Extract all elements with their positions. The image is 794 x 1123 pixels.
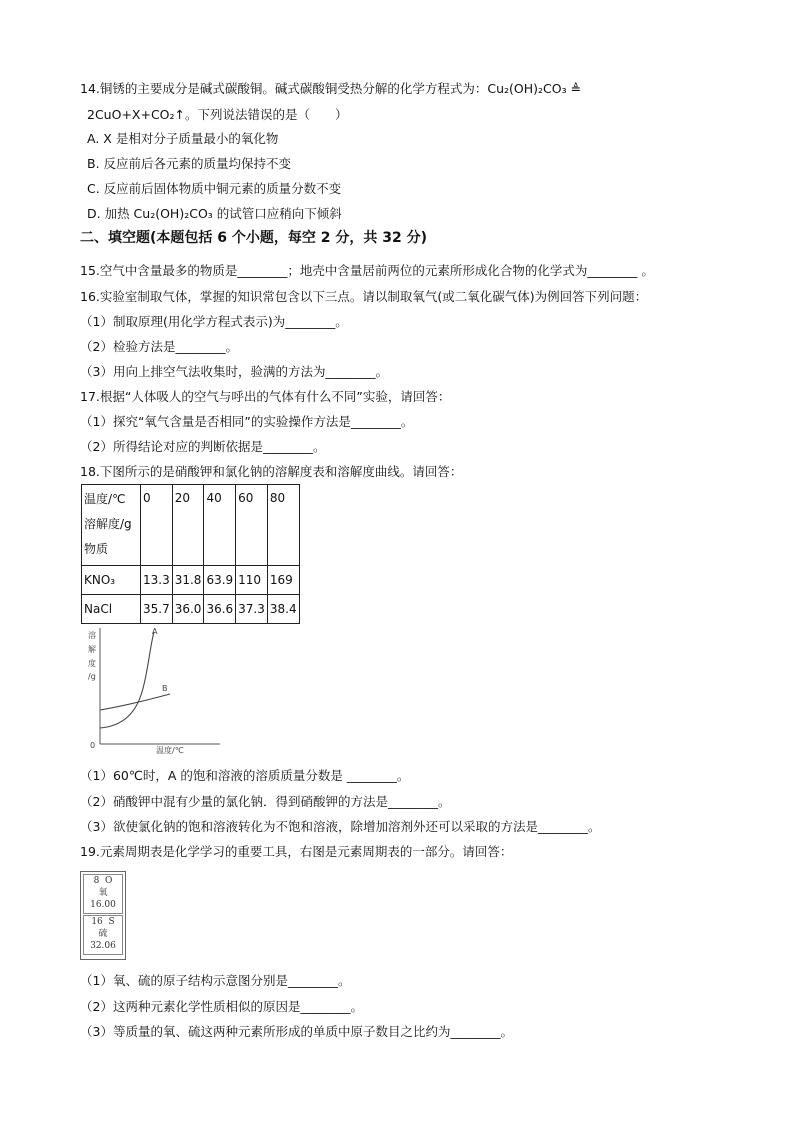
q17-part-2: （2）所得结论对应的判断依据是________。 [80,439,326,454]
sulfur-name: 硫 [98,929,108,939]
q15-text: 15.空气中含量最多的物质是________；地壳中含量居前两位的元素所形成化合物的化学式为________ 。 [80,263,654,278]
element-cell-oxygen [83,874,123,914]
value-cell: 169 [267,566,299,595]
value-cell: 63.9 [204,566,236,595]
q19-stem: 19.元素周期表是化学学习的重要工具，右图是元素周期表的一部分。请回答： [80,844,513,859]
sulfur-symbol: S [108,917,115,927]
temp-cell: 80 [267,485,299,566]
table-row-kno3 [82,566,300,595]
header-substance: 物质 [84,542,109,556]
value-cell: 38.4 [267,595,299,624]
oxygen-number: 8 [93,876,100,886]
header-temp: 温度/℃ [84,492,126,506]
temp-cell: 40 [204,485,236,566]
q14-option-d: D. 加热 Cu₂(OH)₂CO₃ 的试管口应稍向下倾斜 [87,206,342,221]
q16-part-3: （3）用向上排空气法收集时，验满的方法为________。 [80,364,388,379]
value-cell: 13.3 [141,566,173,595]
ylabel-char: 解 [88,645,96,654]
substance-cell: KNO₃ [82,566,141,595]
temp-cell: 60 [236,485,268,566]
sulfur-number: 16 [91,917,103,927]
origin-label: 0 [90,741,96,750]
table-row-nacl [82,595,300,624]
q19-part-3: （3）等质量的氧、硫这两种元素所形成的单质中原子数目之比约为________。 [80,1024,513,1039]
section-heading: 二、填空题(本题包括 6 个小题，每空 2 分，共 32 分) [80,230,428,246]
q14-stem-line2: 2CuO+X+CO₂↑。下列说法错误的是（ ） [87,107,348,122]
q19-part-1: （1）氧、硫的原子结构示意图分别是________。 [80,973,351,988]
solubility-curve-figure [84,622,224,758]
solubility-table [81,484,300,624]
q18-part-2: （2）硝酸钾中混有少量的氯化钠．得到硝酸钾的方法是________。 [80,794,451,809]
ylabel-char: 度 [88,659,96,668]
q18-part-1: （1）60℃时，A 的饱和溶液的溶质质量分数是 ________。 [80,768,410,783]
q14-option-a: A. X 是相对分子质量最小的氧化物 [87,131,279,146]
value-cell: 36.0 [172,595,204,624]
header-solubility: 溶解度/g [84,517,132,531]
value-cell: 110 [236,566,268,595]
q19-part-2: （2）这两种元素化学性质相似的原因是________。 [80,999,363,1014]
q14-option-c: C. 反应前后固体物质中铜元素的质量分数不变 [87,181,342,196]
value-cell: 36.6 [204,595,236,624]
q14-option-b: B. 反应前后各元素的质量均保持不变 [87,156,292,171]
ylabel-char: 溶 [88,631,96,640]
curve-a-label: A [152,627,158,636]
substance-cell: NaCl [82,595,141,624]
q16-part-2: （2）检验方法是________。 [80,339,238,354]
value-cell: 35.7 [141,595,173,624]
q16-part-1: （1）制取原理(用化学方程式表示)为________。 [80,314,348,329]
q14-stem-line1: 14.铜锈的主要成分是碱式碳酸铜。碱式碳酸铜受热分解的化学方程式为：Cu₂(OH)₂CO₃ ≜ [80,81,582,96]
q17-part-1: （1）探究“氧气含量是否相同”的实验操作方法是________。 [80,414,414,429]
q17-stem: 17.根据“人体吸人的空气与呼出的气体有什么不同”实验，请回答： [80,389,451,404]
xlabel: 温度/℃ [156,746,184,755]
curve-a [100,632,154,728]
q16-stem: 16.实验室制取气体，掌握的知识常包含以下三点。请以制取氧气(或二氧化碳气体)为例回答下列问题： [80,289,648,304]
oxygen-name: 氧 [98,888,108,898]
q18-stem: 18.下图所示的是硝酸钾和氯化钠的溶解度表和溶解度曲线。请回答： [80,464,463,479]
table-header-cell [82,485,141,566]
temp-cell: 0 [141,485,173,566]
temp-cell: 20 [172,485,204,566]
oxygen-mass: 16.00 [90,900,116,910]
q18-part-3: （3）欲使氯化钠的饱和溶液转化为不饱和溶液，除增加溶剂外还可以采取的方法是________。 [80,819,601,834]
periodic-table-cells [80,871,126,960]
curve-b-label: B [162,684,168,693]
ylabel-char: /g [88,672,96,681]
value-cell: 37.3 [236,595,268,624]
sulfur-mass: 32.06 [90,941,116,951]
element-cell-sulfur [83,915,123,955]
value-cell: 31.8 [172,566,204,595]
oxygen-symbol: O [105,876,113,886]
